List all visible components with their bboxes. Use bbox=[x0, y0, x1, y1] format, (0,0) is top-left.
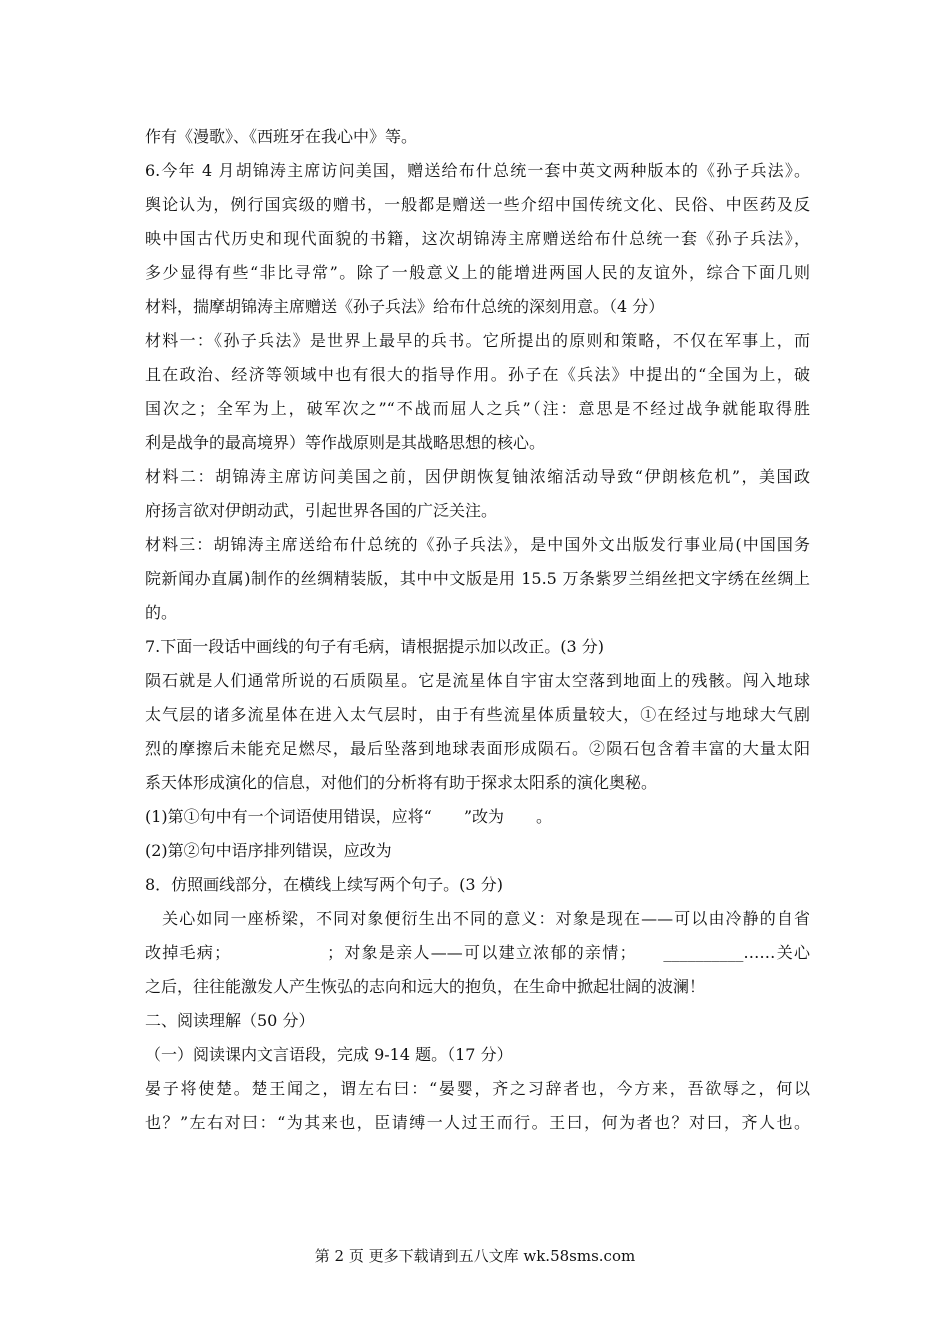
text-line: 关心如同一座桥梁，不同对象便衍生出不同的意义：对象是现在——可以由冷静的自省 bbox=[145, 909, 810, 928]
question-8-line: 8．仿照画线部分，在横线上续写两个句子。(3 分) bbox=[145, 875, 503, 894]
material-3-line: 材料三：胡锦涛主席送给布什总统的《孙子兵法》，是中国外文出版发行事业局(中国国务 bbox=[145, 535, 810, 554]
material-1-line: 材料一：《孙子兵法》是世界上最早的兵书。它所提出的原则和策略，不仅在军事上，而 bbox=[145, 331, 810, 350]
text-line: 利是战争的最高境界）等作战原则是其战略思想的核心。 bbox=[145, 433, 546, 452]
text-line: 院新闻办直属)制作的丝绸精装版，其中中文版是用 15.5 万条紫罗兰绢丝把文字绣在丝绸上 bbox=[145, 569, 810, 588]
section-heading: 二、阅读理解（50 分） bbox=[145, 1011, 315, 1030]
text-line: 映中国古代历史和现代面貌的书籍，这次胡锦涛主席赠送给布什总统一套《孙子兵法》， bbox=[145, 229, 810, 248]
page-footer: 第 2 页 更多下载请到五八文库 wk.58sms.com bbox=[314, 1247, 636, 1265]
text-line: 改掉毛病； ；对象是亲人——可以建立浓郁的亲情； __________……关心 bbox=[145, 943, 810, 962]
question-7-part-1: (1)第①句中有一个词语使用错误，应将“ ”改为 。 bbox=[145, 807, 553, 826]
text-line: 且在政治、经济等领域中也有很大的指导作用。孙子在《兵法》中提出的“全国为上，破 bbox=[145, 365, 810, 384]
text-line: 陨石就是人们通常所说的石质陨星。它是流星体自宇宙太空落到地面上的残骸。闯入地球 bbox=[145, 671, 810, 690]
text-line: 系天体形成演化的信息，对他们的分析将有助于探求太阳系的演化奥秘。 bbox=[145, 773, 658, 792]
text-line: 材料，揣摩胡锦涛主席赠送《孙子兵法》给布什总统的深刻用意。（4 分） bbox=[145, 297, 665, 316]
document-body bbox=[145, 120, 810, 1140]
text-line: 太气层的诸多流星体在进入太气层时，由于有些流星体质量较大，①在经过与地球大气剧 bbox=[145, 705, 810, 724]
text-line: 府扬言欲对伊朗动武，引起世界各国的广泛关注。 bbox=[145, 501, 498, 520]
text-line: 的。 bbox=[145, 603, 178, 622]
text-line: 烈的摩擦后未能充足燃尽，最后坠落到地球表面形成陨石。②陨石包含着丰富的大量太阳 bbox=[145, 739, 810, 758]
text-line: 之后，往往能激发人产生恢弘的志向和远大的抱负，在生命中掀起壮阔的波澜！ bbox=[145, 977, 706, 996]
question-7-line: 7.下面一段话中画线的句子有毛病，请根据提示加以改正。(3 分) bbox=[145, 637, 605, 656]
text-line: 国次之；全军为上，破军次之”“不战而屈人之兵”（注：意思是不经过战争就能取得胜 bbox=[145, 399, 810, 418]
text-line: 也？”左右对曰：“为其来也，臣请缚一人过王而行。王曰，何为者也？对曰，齐人也。 bbox=[145, 1113, 810, 1132]
material-2-line: 材料二：胡锦涛主席访问美国之前，因伊朗恢复铀浓缩活动导致“伊朗核危机”，美国政 bbox=[145, 467, 810, 486]
text-line: 多少显得有些“非比寻常”。除了一般意义上的能增进两国人民的友谊外，综合下面几则 bbox=[145, 263, 810, 282]
text-line: 作有《漫歌》、《西班牙在我心中》等。 bbox=[145, 127, 418, 146]
question-7-part-2: (2)第②句中语序排列错误，应改为 bbox=[145, 841, 392, 860]
question-6-line: 6.今年 4 月胡锦涛主席访问美国，赠送给布什总统一套中英文两种版本的《孙子兵法》。 bbox=[145, 161, 810, 180]
subsection-heading: （一）阅读课内文言语段，完成 9-14 题。（17 分） bbox=[145, 1045, 513, 1064]
text-line: 晏子将使楚。楚王闻之，谓左右曰：“晏婴，齐之习辞者也，今方来，吾欲辱之，何以 bbox=[145, 1079, 810, 1098]
text-line: 舆论认为，例行国宾级的赠书，一般都是赠送一些介绍中国传统文化、民俗、中医药及反 bbox=[145, 195, 810, 214]
